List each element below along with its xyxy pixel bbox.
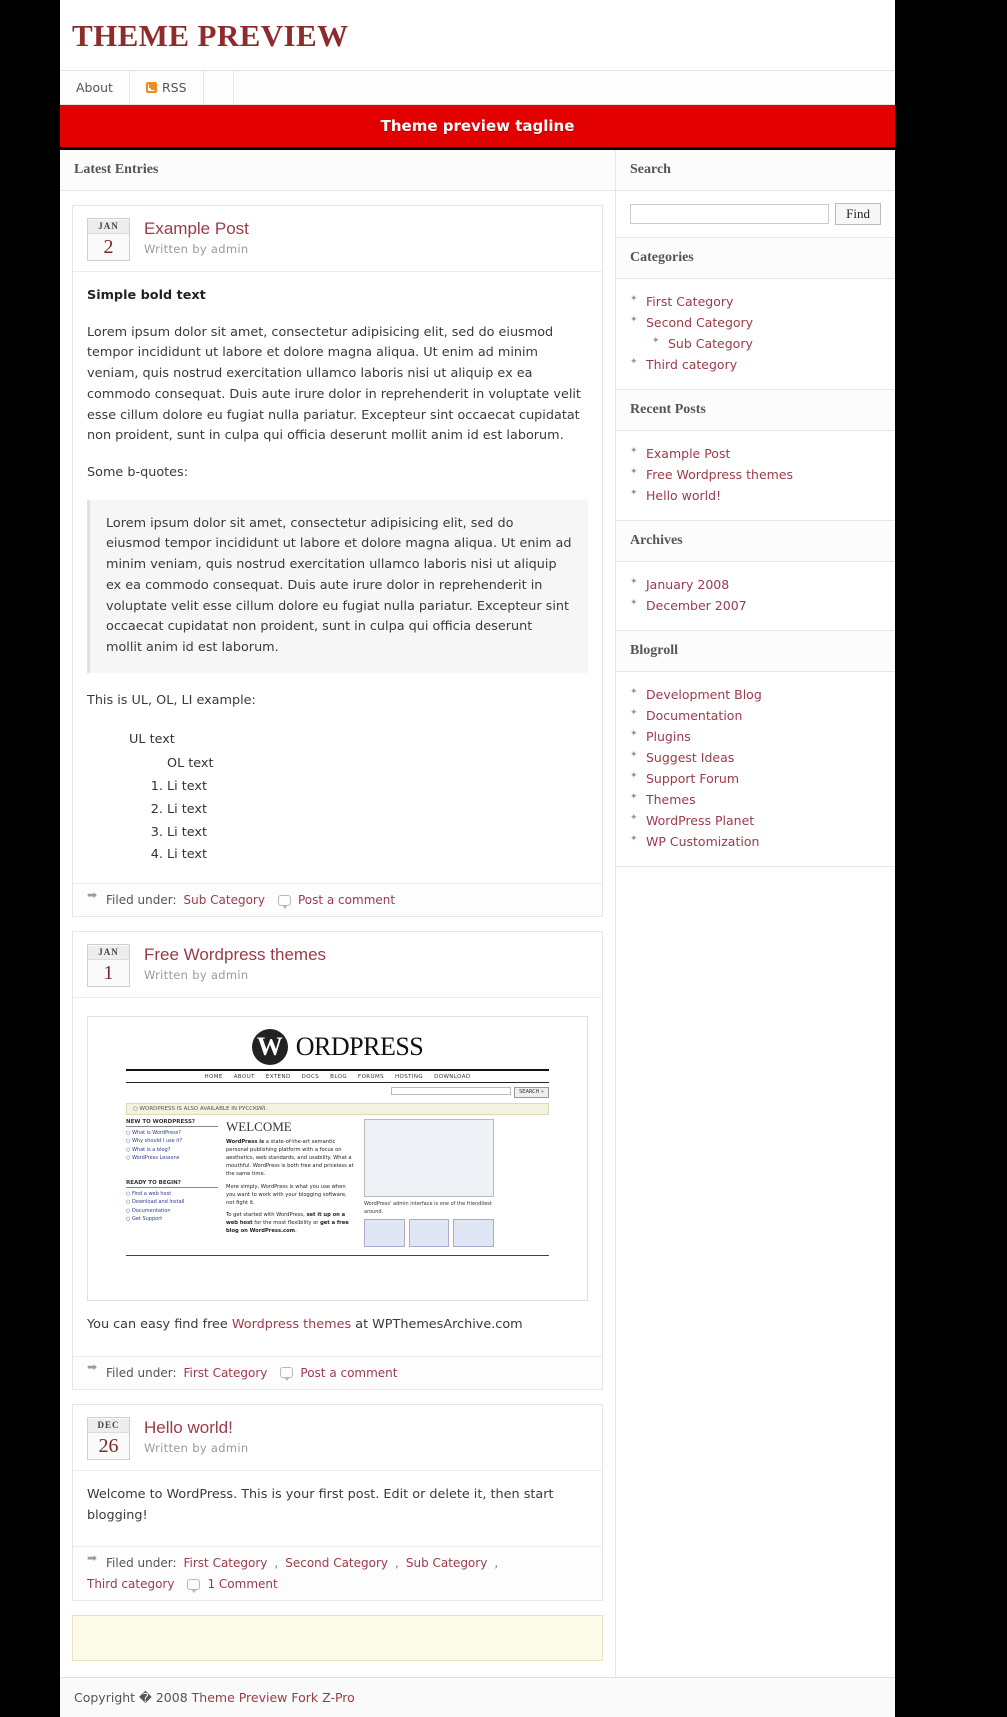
wp-paragraph-1 — [226, 1138, 356, 1178]
wp-search-row — [98, 1087, 549, 1098]
post-title-link[interactable]: Hello world! — [144, 1417, 233, 1437]
widget-categories — [616, 238, 895, 390]
blogroll-link[interactable]: Themes — [646, 792, 696, 807]
post-body — [73, 272, 602, 883]
ul-text: UL text — [129, 731, 175, 747]
wp-admin-caption: WordPress' admin interface is one of the friendliest around. — [364, 1201, 492, 1215]
wordpress-logo — [98, 1025, 577, 1067]
wp-p3-a: To get started with WordPress, — [226, 1211, 307, 1218]
post-bold-text: Simple bold text — [87, 288, 206, 303]
blogroll-link[interactable]: Development Blog — [646, 687, 762, 702]
wp-col1-heading-1: NEW TO WORDPRESS? — [126, 1119, 218, 1127]
post-caption-text — [87, 1315, 588, 1336]
nav-item-rss[interactable] — [130, 71, 204, 104]
post-hello-world — [72, 1404, 603, 1601]
post-category-link[interactable]: Second Category — [285, 1556, 389, 1571]
category-link-first[interactable]: First Category — [646, 294, 734, 309]
nav-rss-label: RSS — [161, 80, 187, 95]
blogroll-link[interactable]: Documentation — [646, 708, 743, 723]
comment-bubble-icon — [278, 895, 291, 906]
wp-nav-item: HOSTING — [394, 1074, 424, 1081]
list-item[interactable] — [630, 464, 881, 485]
recent-post-link[interactable]: Free Wordpress themes — [646, 467, 794, 482]
date-day: 26 — [98, 1434, 119, 1457]
categories-list — [630, 291, 881, 375]
post-category-link[interactable]: Sub Category — [405, 1556, 488, 1571]
wp-link: ○ Why should I use it? — [126, 1138, 183, 1145]
content-column — [60, 150, 616, 1677]
post-date-badge — [87, 944, 130, 987]
post-title-link[interactable]: Free Wordpress themes — [144, 945, 327, 965]
wp-search-field — [391, 1087, 511, 1095]
filed-under-label: Filed under: — [106, 893, 177, 908]
search-form — [616, 191, 895, 237]
comment-bubble-icon — [187, 1579, 200, 1590]
arrow-right-icon — [87, 1368, 99, 1377]
wp-nav-item: FORUMS — [358, 1074, 384, 1081]
widget-body-recent-posts — [616, 431, 895, 520]
search-input[interactable] — [630, 204, 829, 224]
archive-link[interactable]: January 2008 — [646, 577, 730, 592]
post-title-block — [144, 218, 249, 256]
widget-body-blogroll — [616, 672, 895, 866]
ol-text: OL text — [167, 755, 214, 771]
category-link-second[interactable]: Second Category — [646, 315, 754, 330]
post-category-link[interactable]: Sub Category — [183, 893, 265, 908]
wp-link: ○ WordPress Lessons — [126, 1154, 180, 1161]
post-author-meta: Written by admin — [144, 968, 249, 983]
category-link-third[interactable]: Third category — [646, 357, 738, 372]
site-tagline: Theme preview tagline — [60, 105, 895, 150]
post-title-block — [144, 944, 326, 982]
wp-left-column — [126, 1119, 218, 1247]
post-category-link[interactable]: Third category — [87, 1577, 175, 1592]
list-item[interactable] — [630, 443, 881, 464]
widget-title-blogroll: Blogroll — [616, 631, 895, 672]
post-paragraph-1: Lorem ipsum dolor sit amet, consectetur adipisicing elit, sed do eiusmod tempor incididunt ut labore et dolore magna aliqua. Ut enim ad minim veniam, quis nostrud exercitation ullamco laboris nisi ut aliquip ex ea commodo consequat. Duis aute irure dolor in reprehenderit in voluptate velit esse cillum dolore eu fugiat nulla pariatur. Excepteur sint occaecat cupidatat non proident, sunt in culpa qui officia deserunt mollit anim id est laborum. — [87, 324, 581, 444]
archive-link[interactable]: December 2007 — [646, 598, 747, 613]
footer-theme-link[interactable]: Theme Preview Fork Z-Pro — [191, 1690, 355, 1706]
date-month: DEC — [88, 1419, 129, 1433]
list-item[interactable] — [630, 810, 881, 831]
archives-list — [630, 574, 881, 616]
wp-link: ○ Find a web host — [126, 1191, 172, 1198]
blogroll-link[interactable]: Plugins — [646, 729, 691, 744]
wp-link: ○ Download and Install — [126, 1199, 185, 1206]
wp-p3-b: set it up on a web host — [226, 1211, 346, 1226]
list-item[interactable] — [630, 312, 881, 333]
post-paragraph-2: Some b-quotes: — [87, 465, 189, 481]
wp-nav-item: DOCS — [301, 1074, 320, 1081]
wp-thumbnail — [453, 1219, 494, 1247]
wp-right-column — [364, 1119, 494, 1247]
list-item: 4. Li text — [167, 844, 588, 867]
list-item[interactable] — [630, 768, 881, 789]
post-title-link[interactable]: Example Post — [144, 219, 249, 238]
post-comment-link[interactable]: Post a comment — [300, 1365, 398, 1380]
post-date-badge — [87, 218, 130, 261]
arrow-right-icon — [87, 896, 99, 905]
list-item[interactable] — [630, 747, 881, 768]
widget-title-recent-posts: Recent Posts — [616, 390, 895, 431]
nav-item-about[interactable] — [60, 71, 130, 104]
wordpress-logo-mark: W — [252, 1029, 288, 1065]
caption-after: at WPThemesArchive.com — [351, 1317, 523, 1333]
list-item[interactable] — [630, 595, 881, 616]
wp-paragraph-1-rest: a state-of-the-art semantic personal publishing platform with a focus on aesthetics, web standards, and usability. What a mouthful. WordPress is both free and priceless at the same time. — [226, 1139, 354, 1178]
post-footer — [73, 883, 602, 916]
post-category-link[interactable]: First Category — [183, 1556, 268, 1571]
find-button[interactable]: Find — [835, 203, 881, 225]
wp-nav-item: HOME — [204, 1074, 223, 1081]
notice-box — [72, 1615, 603, 1661]
date-day: 2 — [103, 236, 114, 258]
widget-body-categories — [616, 279, 895, 389]
post-date-badge — [87, 1417, 130, 1460]
post-header — [73, 932, 602, 998]
widget-body-archives — [616, 562, 895, 630]
widget-title-search: Search — [616, 150, 895, 191]
wp-theme-preview-box — [364, 1119, 494, 1197]
site-footer — [60, 1677, 895, 1717]
post-author-meta: Written by admin — [144, 1440, 249, 1455]
wp-p3-d: get a free blog on WordPress.com — [226, 1219, 349, 1234]
list-item: 3. Li text — [167, 822, 588, 845]
widget-blogroll — [616, 631, 895, 867]
post-blockquote: Lorem ipsum dolor sit amet, consectetur adipisicing elit, sed do eiusmod tempor incididunt ut labore et dolore magna aliqua. Ut enim ad minim veniam, quis nostrud exercitation ullamco laboris nisi ut aliquip ex ea commodo consequat. Duis aute irure dolor in reprehenderit in voluptate velit esse cillum dolore eu fugiat nulla pariatur. Excepteur sint occaecat cupidatat non proident, sunt in culpa qui officia deserunt mollit anim id est laborum. — [87, 500, 588, 673]
recent-post-link[interactable]: Example Post — [646, 446, 731, 461]
post-footer: ➡ Filed under: First Category , Second Category , Sub Category , Third category 1 Comment — [73, 1546, 602, 1600]
filed-under-label: Filed under: — [106, 1365, 177, 1380]
recent-posts-list — [630, 443, 881, 506]
wordpress-logo-text: ORDPRESS — [295, 1032, 424, 1062]
wp-thumbnail-row — [364, 1219, 494, 1247]
category-link-sub[interactable]: Sub Category — [668, 336, 753, 351]
wp-nav-item: ABOUT — [233, 1074, 255, 1081]
wp-paragraph-3 — [226, 1211, 356, 1235]
wp-p3-e: . — [295, 1227, 297, 1234]
blogroll-list — [630, 684, 881, 852]
recent-post-link[interactable]: Hello world! — [646, 488, 722, 503]
list-item[interactable] — [630, 354, 881, 375]
blogroll-link[interactable]: WP Customization — [646, 834, 760, 849]
wp-nav-item: EXTEND — [265, 1074, 291, 1081]
widget-title-archives: Archives — [616, 521, 895, 562]
list-item[interactable] — [630, 485, 881, 506]
post-title-block — [144, 1417, 248, 1455]
post-body — [73, 998, 602, 1356]
list-item[interactable] — [630, 291, 881, 312]
post-free-wordpress-themes — [72, 931, 603, 1390]
wordpress-themes-link[interactable]: Wordpress themes — [231, 1317, 352, 1333]
list-item[interactable] — [630, 705, 881, 726]
list-demo — [87, 728, 588, 868]
copyright-text: Copyright � 2008 — [74, 1690, 192, 1706]
post-comment-link[interactable]: 1 Comment — [207, 1577, 278, 1592]
widget-recent-posts — [616, 390, 895, 521]
post-footer — [73, 1356, 602, 1389]
page-title: THEME PREVIEW — [72, 18, 349, 53]
wp-link: ○ What is a blog? — [126, 1146, 171, 1153]
blogroll-link[interactable]: Support Forum — [646, 771, 740, 786]
post-header — [73, 206, 602, 272]
wp-nav-item: BLOG — [330, 1074, 347, 1081]
rss-icon — [146, 82, 157, 93]
blogroll-link[interactable]: Suggest Ideas — [646, 750, 735, 765]
wp-middle-column — [226, 1119, 356, 1247]
wp-link: ○ Documentation — [126, 1207, 171, 1214]
list-item[interactable] — [630, 831, 881, 852]
wp-columns — [126, 1119, 549, 1247]
list-item[interactable] — [630, 574, 881, 595]
date-month: JAN — [88, 946, 129, 960]
nav-spacer — [204, 71, 234, 104]
post-comment-link[interactable]: Post a comment — [297, 893, 396, 908]
wp-welcome-heading: WELCOME — [226, 1119, 292, 1135]
wp-p3-c: for the most flexibility or — [252, 1219, 321, 1226]
wp-col1-heading-2: READY TO BEGIN? — [126, 1180, 218, 1188]
post-body — [73, 1471, 602, 1546]
wordpress-site-nav — [126, 1071, 549, 1083]
wp-link: ○ Get Support — [126, 1215, 163, 1222]
list-item[interactable] — [630, 684, 881, 705]
list-item: 2. Li text — [167, 799, 588, 822]
site-header — [60, 0, 895, 70]
widget-search — [616, 150, 895, 238]
comment-bubble-icon — [280, 1367, 293, 1378]
main-navigation — [60, 70, 895, 105]
wp-paragraph-2: More simply, WordPress is what you use when you want to work with your blogging software, not fight it. — [226, 1183, 347, 1206]
post-header — [73, 1405, 602, 1471]
main-columns — [60, 150, 895, 1677]
post-example-post — [72, 205, 603, 917]
list-item: 1. Li text — [167, 776, 588, 799]
wp-nav-item: DOWNLOAD — [434, 1074, 471, 1081]
latest-entries-heading: Latest Entries — [60, 150, 615, 191]
post-author-meta: Written by admin — [144, 242, 249, 256]
list-item[interactable] — [630, 789, 881, 810]
wp-language-banner: ○ WORDPRESS IS ALSO AVAILABLE IN РУССКИЙ. — [126, 1103, 549, 1115]
wordpress-screenshot-image — [87, 1016, 588, 1301]
list-intro-text: This is UL, OL, LI example: — [87, 692, 256, 708]
filed-under-label: Filed under: — [106, 1556, 177, 1571]
wp-thumbnail — [409, 1219, 450, 1247]
list-item[interactable] — [630, 333, 881, 354]
sidebar-column — [616, 150, 895, 1677]
date-month: JAN — [88, 220, 129, 234]
arrow-right-icon — [87, 1559, 99, 1568]
caption-before: You can easy find free — [87, 1317, 232, 1333]
date-day: 1 — [103, 962, 114, 985]
wp-thumbnail — [364, 1219, 405, 1247]
ordered-list — [145, 776, 588, 867]
page-wrapper — [60, 0, 895, 1717]
wp-search-button: SEARCH » — [514, 1087, 549, 1098]
widget-archives — [616, 521, 895, 631]
nav-about-label: About — [76, 80, 113, 95]
wp-paragraph-1-bold: WordPress is — [226, 1139, 265, 1146]
wp-link: ○ What is WordPress? — [126, 1130, 181, 1137]
post-category-link[interactable]: First Category — [183, 1365, 268, 1380]
widget-title-categories: Categories — [616, 238, 895, 279]
blogroll-link[interactable]: WordPress Planet — [646, 813, 755, 828]
post-paragraph-1: Welcome to WordPress. This is your first post. Edit or delete it, then start blogging! — [87, 1486, 554, 1523]
list-item[interactable] — [630, 726, 881, 747]
wp-bottom-divider — [126, 1255, 549, 1256]
